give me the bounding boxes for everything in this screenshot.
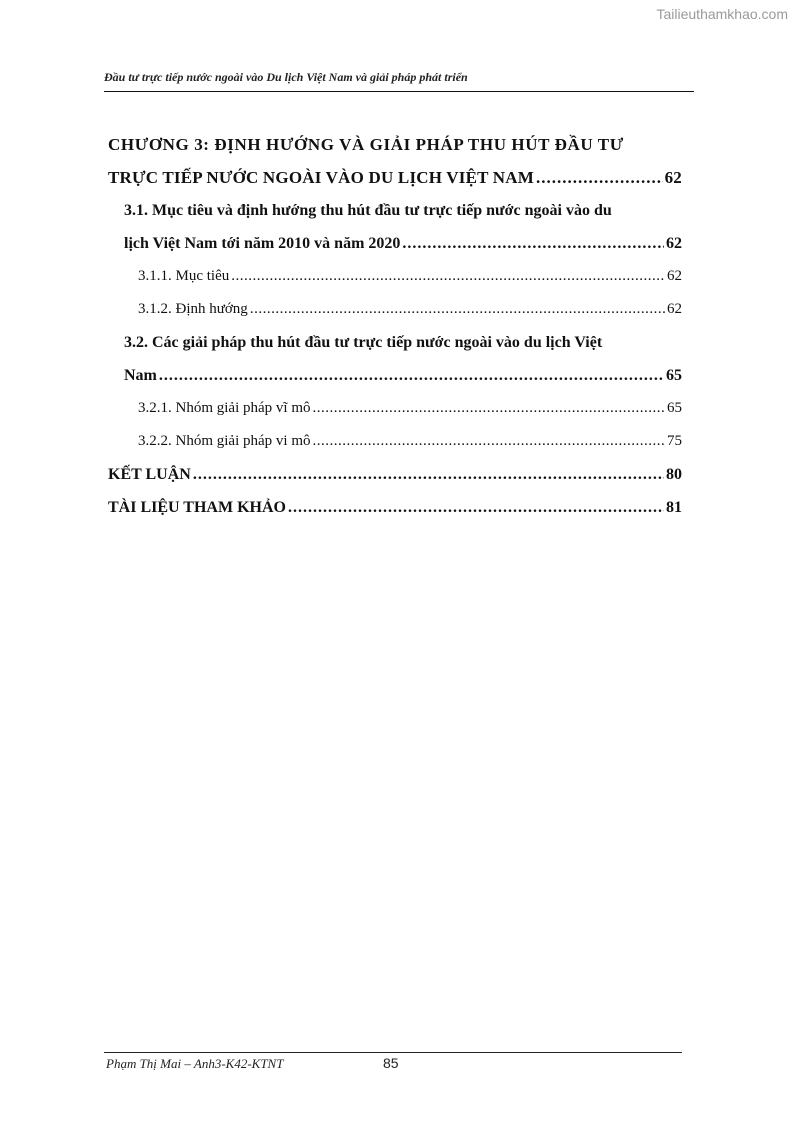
toc-section-3-2-title-cont: Nam: [124, 367, 157, 384]
toc-subsection-3-1-2-title: 3.1.2. Định hướng: [138, 301, 248, 317]
toc-section-3-1-title-cont: lịch Việt Nam tới năm 2010 và năm 2020: [124, 235, 401, 252]
toc-subsection-3-2-1: [108, 392, 682, 425]
toc-section-3-2-line1: [108, 326, 682, 359]
watermark: Tailieuthamkhao.com: [656, 6, 788, 22]
toc-conclusion-page: 80: [666, 466, 682, 483]
dot-leader: [250, 293, 665, 326]
toc-section-3-2-title: 3.2. Các giải pháp thu hút đầu tư trực tiếp nước ngoài vào du lịch Việt: [124, 334, 603, 351]
toc-section-3-2-page: 65: [666, 367, 682, 384]
toc-references: [108, 491, 682, 524]
dot-leader: [313, 425, 666, 458]
toc-subsection-3-2-2-page: 75: [667, 433, 682, 449]
header-rule: [104, 91, 694, 92]
toc-subsection-3-1-1-page: 62: [667, 268, 682, 284]
dot-leader: [313, 392, 666, 425]
dot-leader: [193, 458, 664, 491]
toc-section-3-2-line2: [108, 359, 682, 392]
toc-section-3-1-line1: [108, 194, 682, 227]
toc-chapter3-title: CHƯƠNG 3: ĐỊNH HƯỚNG VÀ GIẢI PHÁP THU HÚT ĐẦU TƯ: [108, 135, 624, 154]
dot-leader: [536, 161, 663, 194]
toc-subsection-3-2-2: [108, 425, 682, 458]
toc-subsection-3-1-1-title: 3.1.1. Mục tiêu: [138, 268, 230, 284]
toc-chapter3-line2: [108, 161, 682, 194]
toc-subsection-3-2-2-title: 3.2.2. Nhóm giải pháp vi mô: [138, 433, 311, 449]
running-header: Đầu tư trực tiếp nước ngoài vào Du lịch Việt Nam và giải pháp phát triển: [104, 70, 468, 84]
toc-subsection-3-2-1-page: 65: [667, 400, 682, 416]
toc-references-title: TÀI LIỆU THAM KHẢO: [108, 499, 286, 516]
toc-subsection-3-1-1: [108, 260, 682, 293]
footer-author: Phạm Thị Mai – Anh3-K42-KTNT: [106, 1056, 284, 1071]
toc-subsection-3-2-1-title: 3.2.1. Nhóm giải pháp vĩ mô: [138, 400, 311, 416]
toc-conclusion-title: KẾT LUẬN: [108, 466, 191, 483]
toc-subsection-3-1-2-page: 62: [667, 301, 682, 317]
toc-subsection-3-1-2: [108, 293, 682, 326]
toc-chapter3-line1: [108, 128, 682, 161]
footer-page-number: 85: [383, 1055, 399, 1071]
table-of-contents: [108, 128, 682, 524]
footer-rule: [104, 1052, 682, 1053]
toc-chapter3-page: 62: [664, 168, 682, 187]
toc-chapter3-title-cont: TRỰC TIẾP NƯỚC NGOÀI VÀO DU LỊCH VIỆT NAM: [108, 168, 535, 187]
dot-leader: [159, 359, 664, 392]
toc-section-3-1-line2: [108, 227, 682, 260]
toc-conclusion: [108, 458, 682, 491]
dot-leader: [288, 491, 664, 524]
toc-references-page: 81: [666, 499, 682, 516]
toc-section-3-1-title: 3.1. Mục tiêu và định hướng thu hút đầu tư trực tiếp nước ngoài vào du: [124, 202, 612, 219]
dot-leader: [231, 260, 665, 293]
dot-leader: [402, 227, 664, 260]
toc-section-3-1-page: 62: [666, 235, 682, 252]
